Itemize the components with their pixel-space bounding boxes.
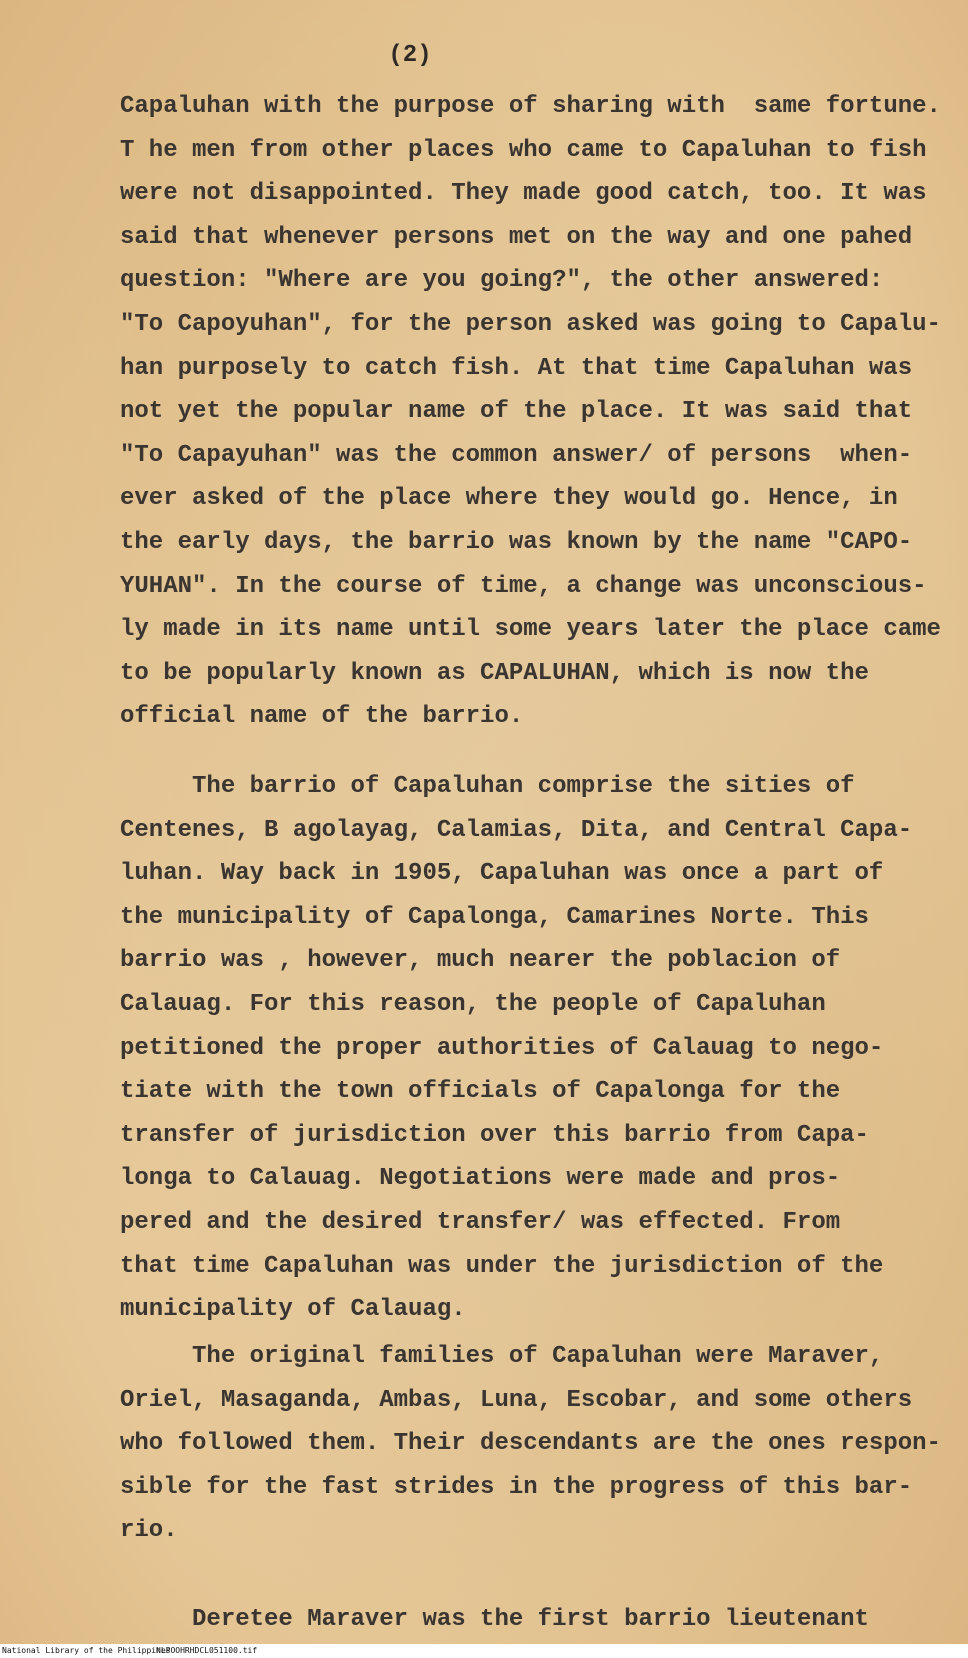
text-line: rio. xyxy=(120,1517,178,1545)
text-line: Calauag. For this reason, the people of Capaluhan xyxy=(120,990,826,1018)
text-line: longa to Calauag. Negotiations were made and pros- xyxy=(120,1165,841,1193)
scan-footer xyxy=(0,1644,968,1658)
text-line: were not disappointed. They made good catch, too. It was xyxy=(120,180,927,208)
text-line: Centenes, B agolayag, Calamias, Dita, and Central Capa- xyxy=(120,816,913,844)
text-line: the early days, the barrio was known by the name "CAPO- xyxy=(120,528,913,556)
text-line: who followed them. Their descendants are the ones respon- xyxy=(120,1430,941,1458)
text-line: sible for the fast strides in the progress of this bar- xyxy=(120,1473,913,1501)
text-line: barrio was , however, much nearer the poblacion of xyxy=(120,947,841,975)
text-line: tiate with the town officials of Capalonga for the xyxy=(120,1078,841,1106)
text-line: not yet the popular name of the place. It was said that xyxy=(120,398,913,426)
text-line: transfer of jurisdiction over this barrio from Capa- xyxy=(120,1121,869,1149)
text-line: the municipality of Capalonga, Camarines Norte. This xyxy=(120,903,869,931)
text-line: to be popularly known as CAPALUHAN, which is now the xyxy=(120,659,869,687)
text-line: Oriel, Masaganda, Ambas, Luna, Escobar, and some others xyxy=(120,1386,913,1414)
footer-source: National Library of the Philippines xyxy=(2,1646,171,1655)
paragraph-sitios-and-jurisdiction xyxy=(120,765,913,1332)
text-line: T he men from other places who came to Capaluhan to fish xyxy=(120,136,927,164)
text-line: municipality of Calauag. xyxy=(120,1296,466,1324)
text-line: YUHAN". In the course of time, a change was unconscious- xyxy=(120,572,927,600)
text-line: luhan. Way back in 1905, Capaluhan was once a part of xyxy=(120,860,884,888)
footer-filename: NLPOOHRHDCL051100.tif xyxy=(156,1646,258,1655)
text-line: Deretee Maraver was the first barrio lieutenant xyxy=(120,1606,869,1633)
text-line: question: "Where are you going?", the other answered: xyxy=(120,267,884,295)
text-line: official name of the barrio. xyxy=(120,703,524,731)
paragraph-origin-of-name xyxy=(120,85,941,739)
text-line: petitioned the proper authorities of Calauag to nego- xyxy=(120,1034,884,1062)
text-line: The barrio of Capaluhan comprise the sities of xyxy=(120,773,855,800)
text-line: ever asked of the place where they would go. Hence, in xyxy=(120,485,898,513)
text-line: Capaluhan with the purpose of sharing with same fortune. xyxy=(120,93,941,120)
text-line: han purposely to catch fish. At that time Capaluhan was xyxy=(120,354,913,382)
text-line: "To Capoyuhan", for the person asked was going to Capalu- xyxy=(120,310,941,338)
text-line: ly made in its name until some years later the place came xyxy=(120,616,941,644)
text-line: "To Capayuhan" was the common answer/ of persons when- xyxy=(120,441,913,469)
page-number: (2) xyxy=(388,42,432,69)
text-line: said that whenever persons met on the way and one pahed xyxy=(120,223,913,251)
text-line: The original families of Capaluhan were Maraver, xyxy=(120,1343,884,1370)
text-line: that time Capaluhan was under the jurisdiction of the xyxy=(120,1252,884,1280)
paragraph-original-families xyxy=(120,1335,941,1553)
text-line: pered and the desired transfer/ was effected. From xyxy=(120,1208,841,1236)
paragraph-first-lieutenant xyxy=(120,1598,880,1642)
